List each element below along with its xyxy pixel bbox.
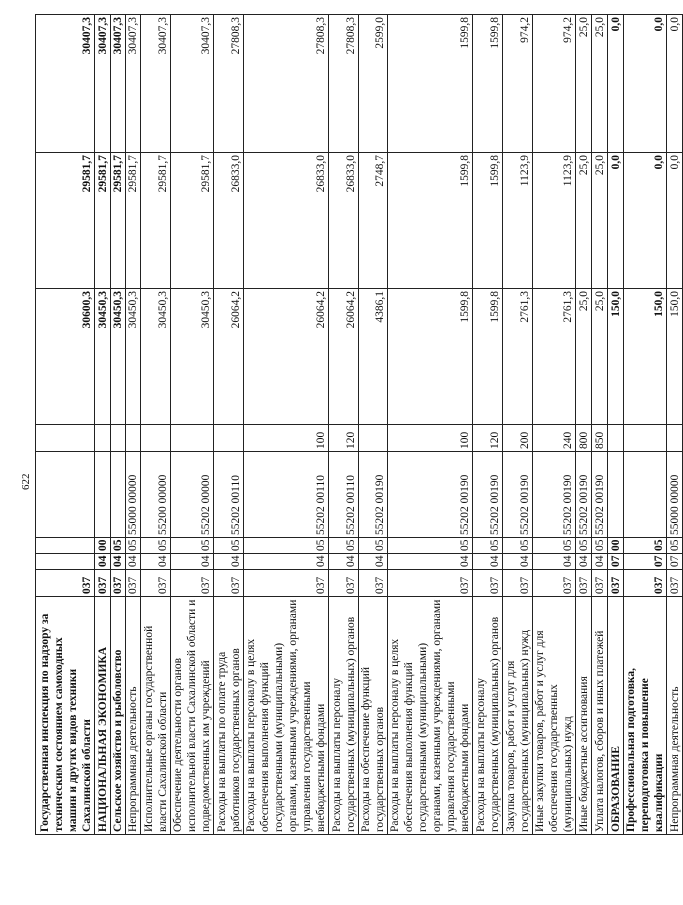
- section-code: 04: [533, 554, 576, 570]
- row-name: Расходы на выплаты персоналу государственных (муниципальных) органов: [329, 597, 359, 835]
- expense-type-code: [111, 425, 126, 452]
- subsection-code: 05: [576, 538, 592, 554]
- table-row: [576, 15, 592, 835]
- amount-year-2: 29581,7: [141, 153, 171, 289]
- amount-year-1: 30600,3: [36, 289, 95, 425]
- expense-type-code: [214, 425, 244, 452]
- ved-code: 037: [36, 570, 95, 597]
- row-name: Иные закупки товаров, работ и услуг для обеспечения государственных (муниципальных) нужд: [533, 597, 576, 835]
- row-name: Иные бюджетные ассигнования: [576, 597, 592, 835]
- table-row: [592, 15, 608, 835]
- row-name: Исполнительные органы государственной власти Сахалинской области: [141, 597, 171, 835]
- ved-code: 037: [576, 570, 592, 597]
- table-row: [359, 15, 388, 835]
- ved-code: 037: [126, 570, 141, 597]
- expense-type-code: [126, 425, 141, 452]
- ved-code: 037: [359, 570, 388, 597]
- amount-year-1: 1599,8: [388, 289, 473, 425]
- section-code: [36, 554, 95, 570]
- subsection-code: 05: [533, 538, 576, 554]
- amount-year-3: 27808,3: [214, 15, 244, 153]
- target-article-code: [624, 452, 667, 538]
- amount-year-2: 1599,8: [388, 153, 473, 289]
- expense-type-code: [359, 425, 388, 452]
- ved-code: 037: [244, 570, 329, 597]
- ved-code: 037: [329, 570, 359, 597]
- section-code: 04: [214, 554, 244, 570]
- section-code: 04: [388, 554, 473, 570]
- row-name: Уплата налогов, сборов и иных платежей: [592, 597, 608, 835]
- amount-year-3: 25,0: [576, 15, 592, 153]
- subsection-code: 05: [126, 538, 141, 554]
- amount-year-3: 2599,0: [359, 15, 388, 153]
- row-name: Непрограммная деятельность: [667, 597, 683, 835]
- ved-code: 037: [503, 570, 533, 597]
- subsection-code: 05: [111, 538, 126, 554]
- amount-year-2: 1123,9: [503, 153, 533, 289]
- target-article-code: 55202 00190: [473, 452, 503, 538]
- expense-type-code: [667, 425, 683, 452]
- subsection-code: 00: [608, 538, 624, 554]
- expense-type-code: 200: [503, 425, 533, 452]
- expense-type-code: 120: [473, 425, 503, 452]
- row-name: Закупка товаров, работ и услуг для государственных (муниципальных) нужд: [503, 597, 533, 835]
- target-article-code: 55202 00110: [329, 452, 359, 538]
- amount-year-2: 29581,7: [171, 153, 214, 289]
- target-article-code: 55202 00190: [359, 452, 388, 538]
- amount-year-2: 0,0: [608, 153, 624, 289]
- target-article-code: 55202 00190: [503, 452, 533, 538]
- amount-year-2: 26833,0: [244, 153, 329, 289]
- amount-year-3: 25,0: [592, 15, 608, 153]
- amount-year-3: 0,0: [624, 15, 667, 153]
- table-row: [214, 15, 244, 835]
- amount-year-3: 0,0: [608, 15, 624, 153]
- target-article-code: 55202 00190: [576, 452, 592, 538]
- target-article-code: [111, 452, 126, 538]
- amount-year-1: 4386,1: [359, 289, 388, 425]
- section-code: 04: [141, 554, 171, 570]
- ved-code: 037: [533, 570, 576, 597]
- subsection-code: 05: [592, 538, 608, 554]
- ved-code: 037: [171, 570, 214, 597]
- expense-type-code: [171, 425, 214, 452]
- table-row: [473, 15, 503, 835]
- section-code: 04: [244, 554, 329, 570]
- amount-year-2: 29581,7: [111, 153, 126, 289]
- target-article-code: 55202 00190: [592, 452, 608, 538]
- table-row: [533, 15, 576, 835]
- subsection-code: 05: [473, 538, 503, 554]
- target-article-code: 55202 00000: [171, 452, 214, 538]
- section-code: 04: [359, 554, 388, 570]
- row-name: ОБРАЗОВАНИЕ: [608, 597, 624, 835]
- amount-year-2: 25,0: [592, 153, 608, 289]
- amount-year-2: 26833,0: [329, 153, 359, 289]
- amount-year-1: 2761,3: [533, 289, 576, 425]
- expense-type-code: [36, 425, 95, 452]
- amount-year-3: 1599,8: [473, 15, 503, 153]
- row-name: Расходы на выплаты персоналу государственных (муниципальных) органов: [473, 597, 503, 835]
- expense-type-code: [624, 425, 667, 452]
- row-name: Сельское хозяйство и рыболовство: [111, 597, 126, 835]
- subsection-code: 05: [624, 538, 667, 554]
- amount-year-2: 29581,7: [95, 153, 111, 289]
- target-article-code: 55200 00000: [141, 452, 171, 538]
- amount-year-2: 1599,8: [473, 153, 503, 289]
- table-row: [111, 15, 126, 835]
- section-code: 04: [473, 554, 503, 570]
- target-article-code: [608, 452, 624, 538]
- expense-type-code: 240: [533, 425, 576, 452]
- target-article-code: 55202 00190: [533, 452, 576, 538]
- amount-year-1: 30450,3: [141, 289, 171, 425]
- table-row: [388, 15, 473, 835]
- table-row: [141, 15, 171, 835]
- amount-year-1: 26064,2: [214, 289, 244, 425]
- table-row: [95, 15, 111, 835]
- amount-year-1: 30450,3: [95, 289, 111, 425]
- section-code: 04: [503, 554, 533, 570]
- amount-year-3: 30407,3: [171, 15, 214, 153]
- subsection-code: 00: [95, 538, 111, 554]
- amount-year-3: 30407,3: [36, 15, 95, 153]
- amount-year-1: 2761,3: [503, 289, 533, 425]
- amount-year-2: 29581,7: [126, 153, 141, 289]
- subsection-code: 05: [244, 538, 329, 554]
- row-name: Расходы на выплаты персоналу в целях обеспечения выполнения функций государственными (муниципальными) органами, казенными учреждениями, органами управления государственными внебюджетными фондами: [388, 597, 473, 835]
- ved-code: 037: [214, 570, 244, 597]
- subsection-code: 05: [141, 538, 171, 554]
- table-row: [126, 15, 141, 835]
- expense-type-code: 100: [244, 425, 329, 452]
- amount-year-1: 30450,3: [171, 289, 214, 425]
- ved-code: 037: [592, 570, 608, 597]
- subsection-code: 05: [503, 538, 533, 554]
- amount-year-2: 0,0: [624, 153, 667, 289]
- subsection-code: 05: [329, 538, 359, 554]
- row-name: Расходы на выплаты персоналу в целях обеспечения выполнения функций государственными (муниципальными) органами, казенными учреждениями, органами управления государственными внебюджетными фондами: [244, 597, 329, 835]
- expense-type-code: [95, 425, 111, 452]
- amount-year-1: 150,0: [624, 289, 667, 425]
- row-name: Расходы на выплаты по оплате труда работников государственных органов: [214, 597, 244, 835]
- expense-type-code: [141, 425, 171, 452]
- ved-code: 037: [111, 570, 126, 597]
- target-article-code: [36, 452, 95, 538]
- row-name: Профессиональная подготовка, переподготовка и повышение квалификации: [624, 597, 667, 835]
- amount-year-1: 1599,8: [473, 289, 503, 425]
- section-code: 04: [576, 554, 592, 570]
- table-row: [244, 15, 329, 835]
- target-article-code: 55202 00190: [388, 452, 473, 538]
- table-row: [329, 15, 359, 835]
- row-name: Государственная инспекция по надзору за техническим состоянием самоходных машин и других видов техники Сахалинской области: [36, 597, 95, 835]
- ved-code: 037: [141, 570, 171, 597]
- section-code: 04: [171, 554, 214, 570]
- row-name: Расходы на обеспечение функций государственных органов: [359, 597, 388, 835]
- amount-year-3: 30407,3: [111, 15, 126, 153]
- amount-year-1: 26064,2: [329, 289, 359, 425]
- section-code: 04: [111, 554, 126, 570]
- target-article-code: 55000 00000: [126, 452, 141, 538]
- amount-year-1: 25,0: [592, 289, 608, 425]
- amount-year-2: 25,0: [576, 153, 592, 289]
- section-code: 04: [329, 554, 359, 570]
- ved-code: 037: [388, 570, 473, 597]
- amount-year-3: 30407,3: [95, 15, 111, 153]
- rotated-page: [35, 15, 681, 835]
- target-article-code: 55202 00110: [244, 452, 329, 538]
- section-code: 04: [126, 554, 141, 570]
- ved-code: 037: [624, 570, 667, 597]
- ved-code: 037: [667, 570, 683, 597]
- amount-year-3: 27808,3: [244, 15, 329, 153]
- expense-type-code: 100: [388, 425, 473, 452]
- target-article-code: 55202 00110: [214, 452, 244, 538]
- amount-year-1: 30450,3: [111, 289, 126, 425]
- ved-code: 037: [608, 570, 624, 597]
- table-row: [171, 15, 214, 835]
- expense-type-code: 120: [329, 425, 359, 452]
- amount-year-3: 0,0: [667, 15, 683, 153]
- table-row: [624, 15, 667, 835]
- table-row: [36, 15, 95, 835]
- ved-code: 037: [95, 570, 111, 597]
- subsection-code: 05: [388, 538, 473, 554]
- subsection-code: 05: [359, 538, 388, 554]
- amount-year-1: 30450,3: [126, 289, 141, 425]
- target-article-code: 55000 00000: [667, 452, 683, 538]
- section-code: 04: [592, 554, 608, 570]
- amount-year-1: 150,0: [667, 289, 683, 425]
- section-code: 07: [667, 554, 683, 570]
- section-code: 04: [95, 554, 111, 570]
- section-code: 07: [608, 554, 624, 570]
- table-row: [503, 15, 533, 835]
- amount-year-2: 1123,9: [533, 153, 576, 289]
- amount-year-1: 26064,2: [244, 289, 329, 425]
- subsection-code: 05: [214, 538, 244, 554]
- amount-year-1: 25,0: [576, 289, 592, 425]
- ved-code: 037: [473, 570, 503, 597]
- amount-year-2: 26833,0: [214, 153, 244, 289]
- amount-year-3: 27808,3: [329, 15, 359, 153]
- subsection-code: 05: [171, 538, 214, 554]
- expense-type-code: [608, 425, 624, 452]
- amount-year-3: 30407,3: [141, 15, 171, 153]
- row-name: Непрограммная деятельность: [126, 597, 141, 835]
- subsection-code: 05: [667, 538, 683, 554]
- section-code: 07: [624, 554, 667, 570]
- amount-year-3: 974,2: [533, 15, 576, 153]
- row-name: НАЦИОНАЛЬНАЯ ЭКОНОМИКА: [95, 597, 111, 835]
- amount-year-2: 0,0: [667, 153, 683, 289]
- amount-year-3: 1599,8: [388, 15, 473, 153]
- amount-year-3: 30407,3: [126, 15, 141, 153]
- amount-year-2: 29581,7: [36, 153, 95, 289]
- table-row: [667, 15, 683, 835]
- target-article-code: [95, 452, 111, 538]
- page-number: 622: [20, 473, 32, 490]
- row-name: Обеспечение деятельности органов исполнительной власти Сахалинской области и подведомственных им учреждений: [171, 597, 214, 835]
- table-row: [608, 15, 624, 835]
- expense-type-code: 800: [576, 425, 592, 452]
- amount-year-3: 974,2: [503, 15, 533, 153]
- amount-year-2: 2748,7: [359, 153, 388, 289]
- subsection-code: [36, 538, 95, 554]
- budget-table: [35, 14, 683, 835]
- amount-year-1: 150,0: [608, 289, 624, 425]
- expense-type-code: 850: [592, 425, 608, 452]
